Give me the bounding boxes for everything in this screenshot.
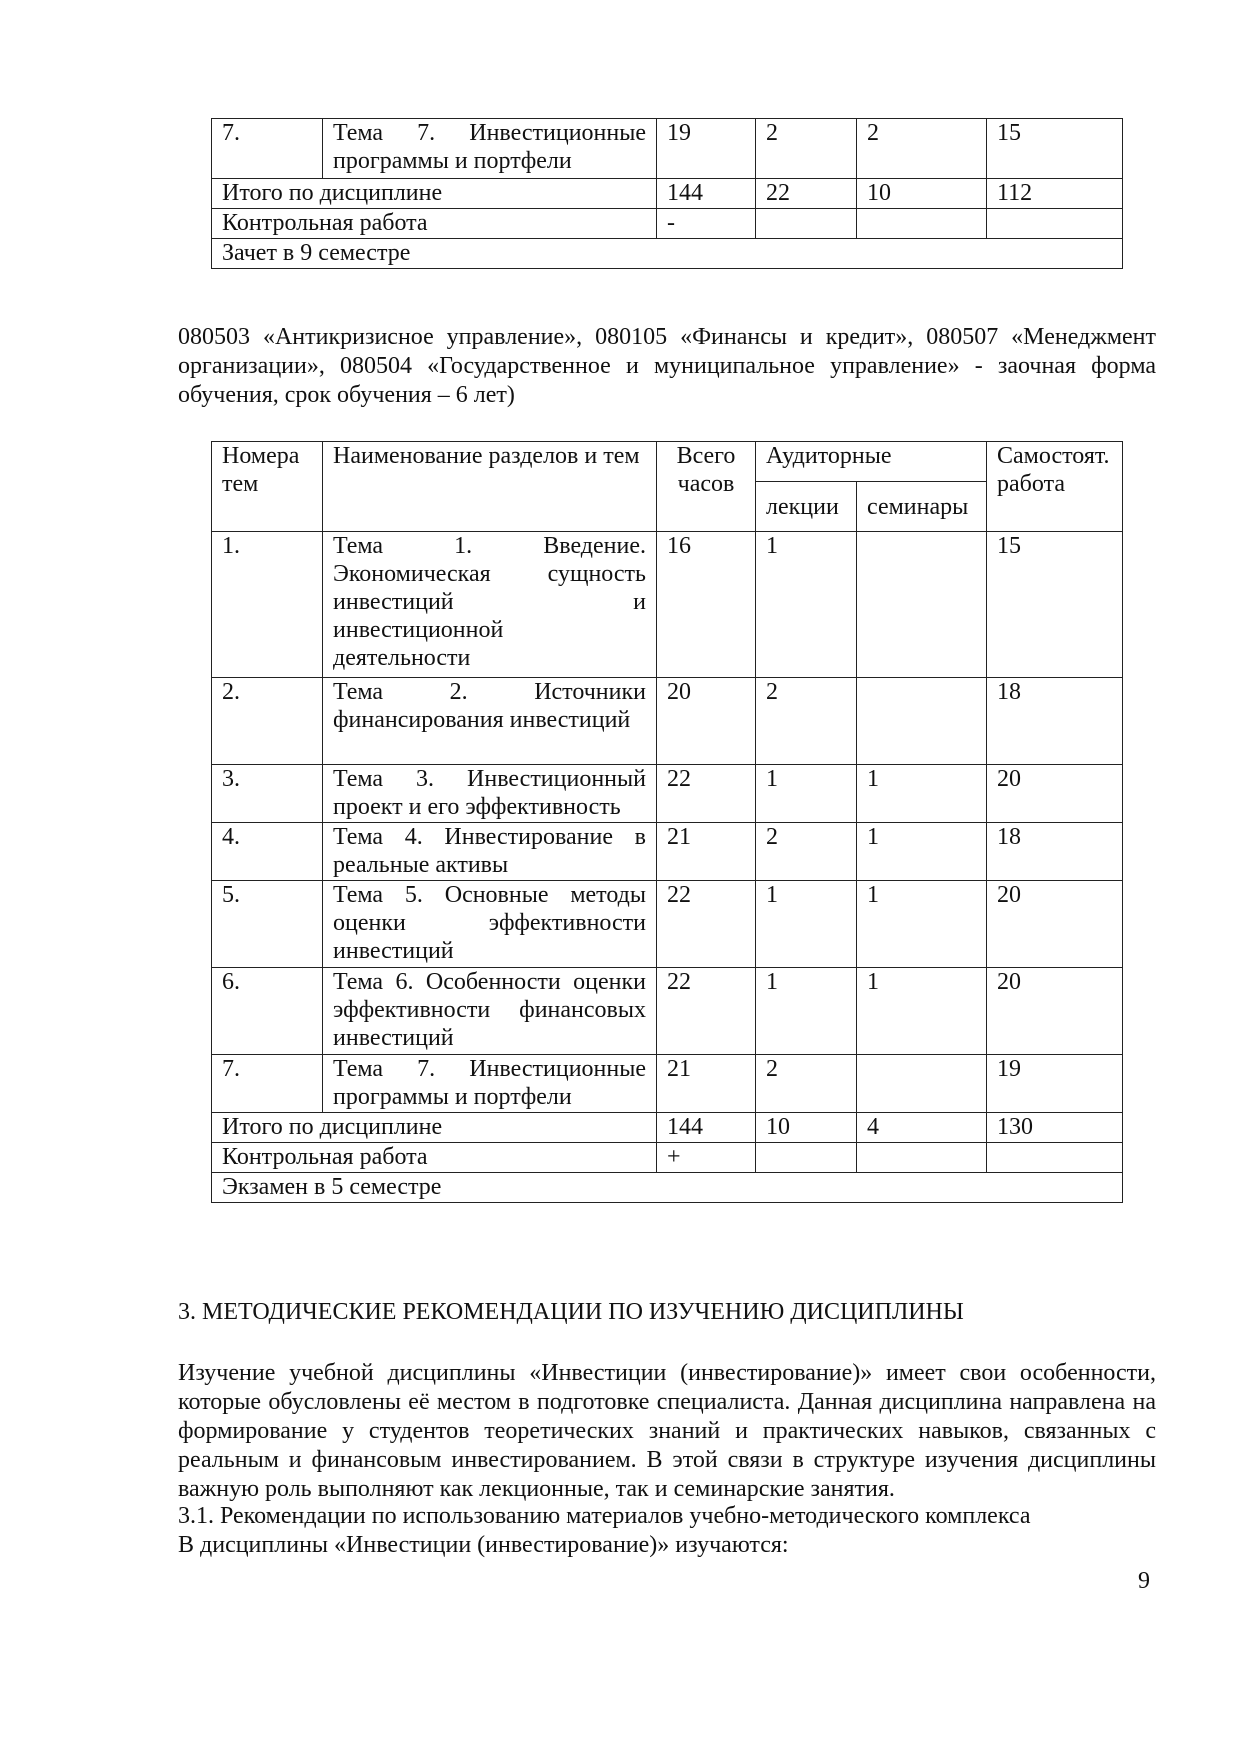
topic-number: 7. <box>212 1055 323 1113</box>
header-seminars: семинары <box>857 482 987 532</box>
exam-row <box>212 239 1123 269</box>
seminar-hours <box>857 678 987 765</box>
header-auditorium: Аудиторные <box>756 442 987 482</box>
topic-name: Тема 7. Инвестиционные программы и портфели <box>323 119 657 179</box>
table-row <box>212 1055 1123 1113</box>
table-continued <box>211 118 1123 269</box>
self-study-hours: 20 <box>987 765 1123 823</box>
control-work-label: Контрольная работа <box>212 1143 657 1173</box>
table-row <box>212 823 1123 881</box>
seminar-hours: 1 <box>857 765 987 823</box>
self-study-hours: 15 <box>987 532 1123 678</box>
total-hours: 144 <box>657 179 756 209</box>
table-row <box>212 532 1123 678</box>
self-study-hours: 18 <box>987 823 1123 881</box>
lecture-hours: 1 <box>756 968 857 1055</box>
seminar-hours: 2 <box>857 119 987 179</box>
total-hours: 144 <box>657 1113 756 1143</box>
table-row <box>212 968 1123 1055</box>
self-study-hours: 130 <box>987 1113 1123 1143</box>
control-work-row <box>212 209 1123 239</box>
topic-name: Тема 5. Основные методы оценки эффективности инвестиций <box>323 881 657 968</box>
control-work-label: Контрольная работа <box>212 209 657 239</box>
total-hours: 22 <box>657 765 756 823</box>
table-row <box>212 765 1123 823</box>
topic-name: Тема 7. Инвестиционные программы и портфели <box>323 1055 657 1113</box>
total-label: Итого по дисциплине <box>212 179 657 209</box>
topic-number: 1. <box>212 532 323 678</box>
exam-label: Экзамен в 5 семестре <box>212 1173 1123 1203</box>
topic-number: 6. <box>212 968 323 1055</box>
topic-number: 7. <box>212 119 323 179</box>
topic-name: Тема 4. Инвестирование в реальные активы <box>323 823 657 881</box>
total-hours: 22 <box>657 881 756 968</box>
lecture-hours: 2 <box>756 119 857 179</box>
topic-number: 3. <box>212 765 323 823</box>
total-hours: 16 <box>657 532 756 678</box>
lecture-hours: 10 <box>756 1113 857 1143</box>
seminar-hours: 10 <box>857 179 987 209</box>
self-study-hours: 18 <box>987 678 1123 765</box>
seminar-hours: 1 <box>857 823 987 881</box>
header-topic-name: Наименование разделов и тем <box>323 442 657 532</box>
total-hours: 21 <box>657 823 756 881</box>
total-hours: 21 <box>657 1055 756 1113</box>
table-row <box>212 881 1123 968</box>
exam-row <box>212 1173 1123 1203</box>
self-study-hours: 20 <box>987 968 1123 1055</box>
lecture-hours: 2 <box>756 823 857 881</box>
lecture-hours: 1 <box>756 881 857 968</box>
control-work-row <box>212 1143 1123 1173</box>
self-study-hours: 20 <box>987 881 1123 968</box>
page-number: 9 <box>1138 1568 1150 1594</box>
header-self-study: Самостоят. работа <box>987 442 1123 532</box>
topic-name: Тема 6. Особенности оценки эффективности финансовых инвестиций <box>323 968 657 1055</box>
total-hours: 22 <box>657 968 756 1055</box>
lecture-hours: 1 <box>756 765 857 823</box>
header-total-hours: Всего часов <box>657 442 756 532</box>
self-study-hours: 19 <box>987 1055 1123 1113</box>
control-work-value: - <box>657 209 756 239</box>
subsection-line: В дисциплины «Инвестиции (инвестирование)» изучаются: <box>178 1532 789 1558</box>
header-topic-number: Номера тем <box>212 442 323 532</box>
table-row <box>212 678 1123 765</box>
topic-number: 2. <box>212 678 323 765</box>
topic-name: Тема 3. Инвестиционный проект и его эффективность <box>323 765 657 823</box>
seminar-hours <box>857 532 987 678</box>
control-work-value: + <box>657 1143 756 1173</box>
seminar-hours: 4 <box>857 1113 987 1143</box>
total-row <box>212 179 1123 209</box>
section-paragraph: Изучение учебной дисциплины «Инвестиции (инвестирование)» имеет свои особенности, которые обусловлены её местом в подготовке специалиста. Данная дисциплина направлена на формирование у студентов теоретических знаний и практических навыков, связанных с реальным и финансовым инвестированием. В этой связи в структуре изучения дисциплины важную роль выполняют как лекционные, так и семинарские занятия. <box>178 1360 1156 1502</box>
header-lectures: лекции <box>756 482 857 532</box>
table-row <box>212 119 1123 179</box>
section-heading: 3. МЕТОДИЧЕСКИЕ РЕКОМЕНДАЦИИ ПО ИЗУЧЕНИЮ ДИСЦИПЛИНЫ <box>178 1299 964 1325</box>
syllabus-table <box>211 441 1123 1203</box>
seminar-hours: 1 <box>857 881 987 968</box>
lecture-hours: 2 <box>756 1055 857 1113</box>
program-paragraph: 080503 «Антикризисное управление», 080105 «Финансы и кредит», 080507 «Менеджмент организации», 080504 «Государственное и муниципальное управление» - заочная форма обучения, срок обучения – 6 лет) <box>178 324 1156 408</box>
seminar-hours <box>857 1055 987 1113</box>
self-study-hours: 112 <box>987 179 1123 209</box>
total-row <box>212 1113 1123 1143</box>
subsection-heading: 3.1. Рекомендации по использованию материалов учебно-методического комплекса <box>178 1503 1031 1529</box>
seminar-hours: 1 <box>857 968 987 1055</box>
self-study-hours: 15 <box>987 119 1123 179</box>
header-row <box>212 442 1123 482</box>
total-hours: 20 <box>657 678 756 765</box>
topic-name: Тема 2. Источники финансирования инвестиций <box>323 678 657 765</box>
total-hours: 19 <box>657 119 756 179</box>
exam-label: Зачет в 9 семестре <box>212 239 1123 269</box>
topic-number: 4. <box>212 823 323 881</box>
topic-number: 5. <box>212 881 323 968</box>
total-label: Итого по дисциплине <box>212 1113 657 1143</box>
lecture-hours: 22 <box>756 179 857 209</box>
topic-name: Тема 1. Введение. Экономическая сущность инвестиций и инвестиционной деятельности <box>323 532 657 678</box>
lecture-hours: 2 <box>756 678 857 765</box>
lecture-hours: 1 <box>756 532 857 678</box>
